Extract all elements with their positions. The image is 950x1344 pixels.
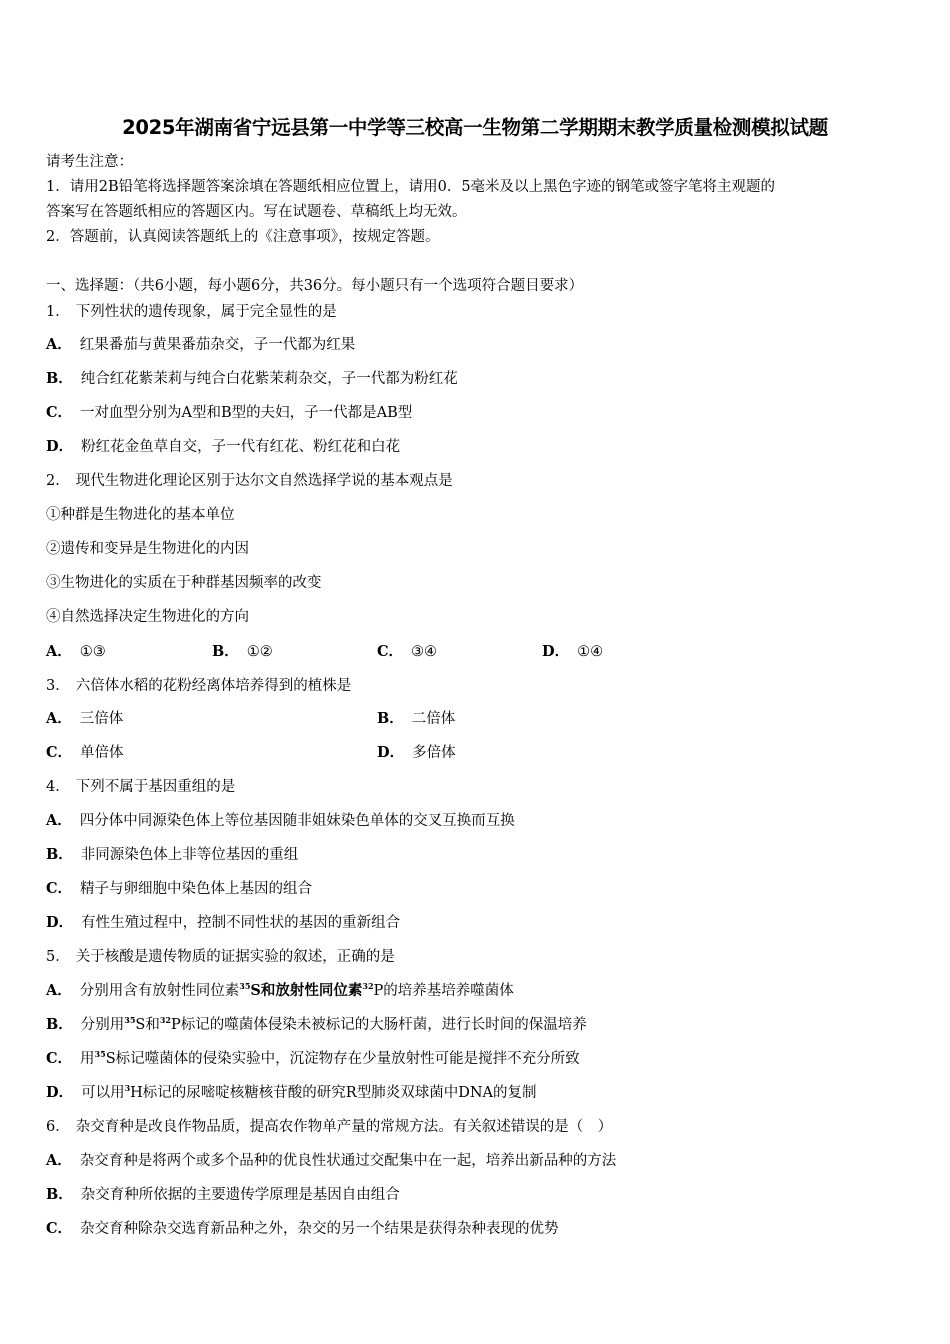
q6-option-a[interactable]: [46, 1151, 616, 1171]
option-label: C．: [46, 880, 73, 897]
question-6-stem: [46, 1117, 612, 1137]
question-2-stem: [46, 471, 453, 491]
isotope-mass-number: 32: [362, 981, 374, 992]
option-text: 红果番茄与黄果番茄杂交，子一代都为红果: [79, 337, 356, 353]
option-label: D．: [46, 914, 74, 931]
q1-option-c[interactable]: [46, 403, 412, 423]
option-text: 有性生殖过程中，控制不同性状的基因的重新组合: [81, 915, 401, 931]
question-3-stem: [46, 676, 351, 696]
option-text-part: H标记的尿嘧啶核糖核苷酸的研究R型肺炎双球菌中DNA的复制: [130, 1085, 537, 1101]
q2-option-a[interactable]: [46, 642, 106, 662]
question-1-stem: [46, 302, 337, 322]
q2-statement-1: ①种群是生物进化的基本单位: [46, 507, 235, 523]
option-text-part: S和: [135, 1017, 160, 1033]
option-text-part: 分别用: [80, 1017, 125, 1033]
q5-option-d[interactable]: [46, 1083, 537, 1103]
question-number: 3．: [46, 678, 70, 694]
q6-option-b[interactable]: [46, 1185, 400, 1205]
option-text: ①②: [246, 644, 273, 660]
isotope-mass-number: 32: [159, 1015, 171, 1026]
question-text: 六倍体水稻的花粉经离体培养得到的植株是: [75, 678, 352, 694]
option-text: 一对血型分别为A型和B型的夫妇，子一代都是AB型: [80, 405, 413, 421]
question-text: 下列性状的遗传现象，属于完全显性的是: [75, 304, 337, 320]
option-label: C．: [46, 404, 73, 421]
option-text: 单倍体: [80, 745, 124, 761]
q4-option-a[interactable]: [46, 811, 515, 831]
option-text: 精子与卵细胞中染色体上基因的组合: [80, 881, 313, 897]
option-label: A．: [46, 812, 72, 829]
q2-option-d[interactable]: [542, 642, 603, 662]
option-label: A．: [46, 710, 72, 727]
q3-option-b[interactable]: [377, 709, 455, 729]
q2-option-b[interactable]: [212, 642, 273, 662]
notice-heading: 请考生注意：: [46, 154, 133, 170]
option-text-part: 分别用含有放射性同位素: [79, 983, 240, 999]
q1-option-a[interactable]: [46, 335, 355, 355]
question-number: 5．: [46, 949, 70, 965]
q5-option-a[interactable]: [46, 981, 514, 1001]
q2-statement-2: ②遗传和变异是生物进化的内因: [46, 541, 249, 557]
option-label: B．: [46, 1186, 73, 1203]
option-text-part: 用: [80, 1051, 95, 1067]
option-text: 粉红花金鱼草自交，子一代有红花、粉红花和白花: [81, 439, 401, 455]
option-label: C．: [46, 1220, 73, 1237]
option-label: C．: [46, 744, 73, 761]
option-text: 杂交育种除杂交选育新品种之外，杂交的另一个结果是获得杂种表现的优势: [80, 1221, 559, 1237]
question-text: 下列不属于基因重组的是: [75, 779, 236, 795]
q5-option-b[interactable]: [46, 1015, 587, 1035]
q2-option-c[interactable]: [377, 642, 437, 662]
question-text: 杂交育种是改良作物品质，提高农作物单产量的常规方法。有关叙述错误的是（ ）: [75, 1119, 613, 1135]
question-text: 现代生物进化理论区别于达尔文自然选择学说的基本观点是: [75, 473, 453, 489]
q2-statement-3: ③生物进化的实质在于种群基因频率的改变: [46, 575, 322, 591]
option-text: 三倍体: [79, 711, 124, 727]
option-label: A．: [46, 336, 72, 353]
option-text-part: P标记的噬菌体侵染未被标记的大肠杆菌，进行长时间的保温培养: [170, 1017, 587, 1033]
q3-option-c[interactable]: [46, 743, 124, 763]
q1-option-d[interactable]: [46, 437, 400, 457]
notice-item-1-line-2: 答案写在答题纸相应的答题区内。写在试题卷、草稿纸上均无效。: [46, 204, 467, 220]
option-label: D．: [46, 1084, 74, 1101]
q5-option-c[interactable]: [46, 1049, 580, 1069]
q1-option-b[interactable]: [46, 369, 458, 389]
option-text: 纯合红花紫茉莉与纯合白花紫茉莉杂交，子一代都为粉红花: [80, 371, 458, 387]
question-number: 6．: [46, 1119, 70, 1135]
question-number: 4．: [46, 779, 70, 795]
q6-option-c[interactable]: [46, 1219, 559, 1239]
option-text-part: S标记噬菌体的侵染实验中，沉淀物存在少量放射性可能是搅拌不充分所致: [105, 1051, 580, 1067]
option-label: D．: [46, 438, 74, 455]
option-text-part: P的培养基培养噬菌体: [373, 983, 514, 999]
option-label: B．: [377, 710, 404, 727]
option-label: B．: [46, 846, 73, 863]
option-text: ①④: [577, 644, 604, 660]
notice-item-1-line-1: 1．请用2B铅笔将选择题答案涂填在答题纸相应位置上，请用0．5毫米及以上黑色字迹的钢笔或签字笔将主观题的: [46, 179, 776, 195]
question-5-stem: [46, 947, 395, 967]
isotope-mass-number: 35: [94, 1049, 106, 1060]
option-label: B．: [46, 370, 73, 387]
q3-option-a[interactable]: [46, 709, 123, 729]
option-label: A．: [46, 643, 72, 660]
question-text: 关于核酸是遗传物质的证据实验的叙述，正确的是: [75, 949, 395, 965]
question-number: 1．: [46, 304, 70, 320]
option-text: 杂交育种所依据的主要遗传学原理是基因自由组合: [80, 1187, 400, 1203]
q4-option-d[interactable]: [46, 913, 400, 933]
section-heading: 一、选择题：（共6小题，每小题6分，共36分。每小题只有一个选项符合题目要求）: [46, 278, 584, 294]
option-label: C．: [377, 643, 404, 660]
option-text-part: S和放射性同位素: [250, 982, 363, 999]
notice-item-2: 2．答题前，认真阅读答题纸上的《注意事项》，按规定答题。: [46, 229, 440, 245]
option-text: ③④: [411, 644, 438, 660]
q4-option-c[interactable]: [46, 879, 312, 899]
option-label: A．: [46, 1152, 72, 1169]
option-label: A．: [46, 982, 72, 999]
q2-statement-4: ④自然选择决定生物进化的方向: [46, 609, 249, 625]
option-label: B．: [46, 1016, 73, 1033]
q4-option-b[interactable]: [46, 845, 298, 865]
option-text: 四分体中同源染色体上等位基因随非姐妹染色单体的交叉互换而互换: [79, 813, 515, 829]
option-text: 二倍体: [411, 711, 456, 727]
option-text-part: 可以用: [81, 1085, 125, 1101]
page-title: 2025年湖南省宁远县第一中学等三校高一生物第二学期期末教学质量检测模拟试题: [122, 116, 828, 139]
isotope-mass-number: 3: [124, 1083, 131, 1094]
isotope-mass-number: 35: [239, 981, 251, 992]
option-text: ①③: [79, 644, 106, 660]
option-text: 多倍体: [412, 745, 456, 761]
option-text: 杂交育种是将两个或多个品种的优良性状通过交配集中在一起，培养出新品种的方法: [79, 1153, 617, 1169]
isotope-mass-number: 35: [124, 1015, 136, 1026]
option-text: 非同源染色体上非等位基因的重组: [80, 847, 299, 863]
option-label: D．: [542, 643, 570, 660]
option-label: C．: [46, 1050, 73, 1067]
option-label: B．: [212, 643, 239, 660]
question-number: 2．: [46, 473, 70, 489]
option-label: D．: [377, 744, 405, 761]
q3-option-d[interactable]: [377, 743, 456, 763]
question-4-stem: [46, 777, 235, 797]
